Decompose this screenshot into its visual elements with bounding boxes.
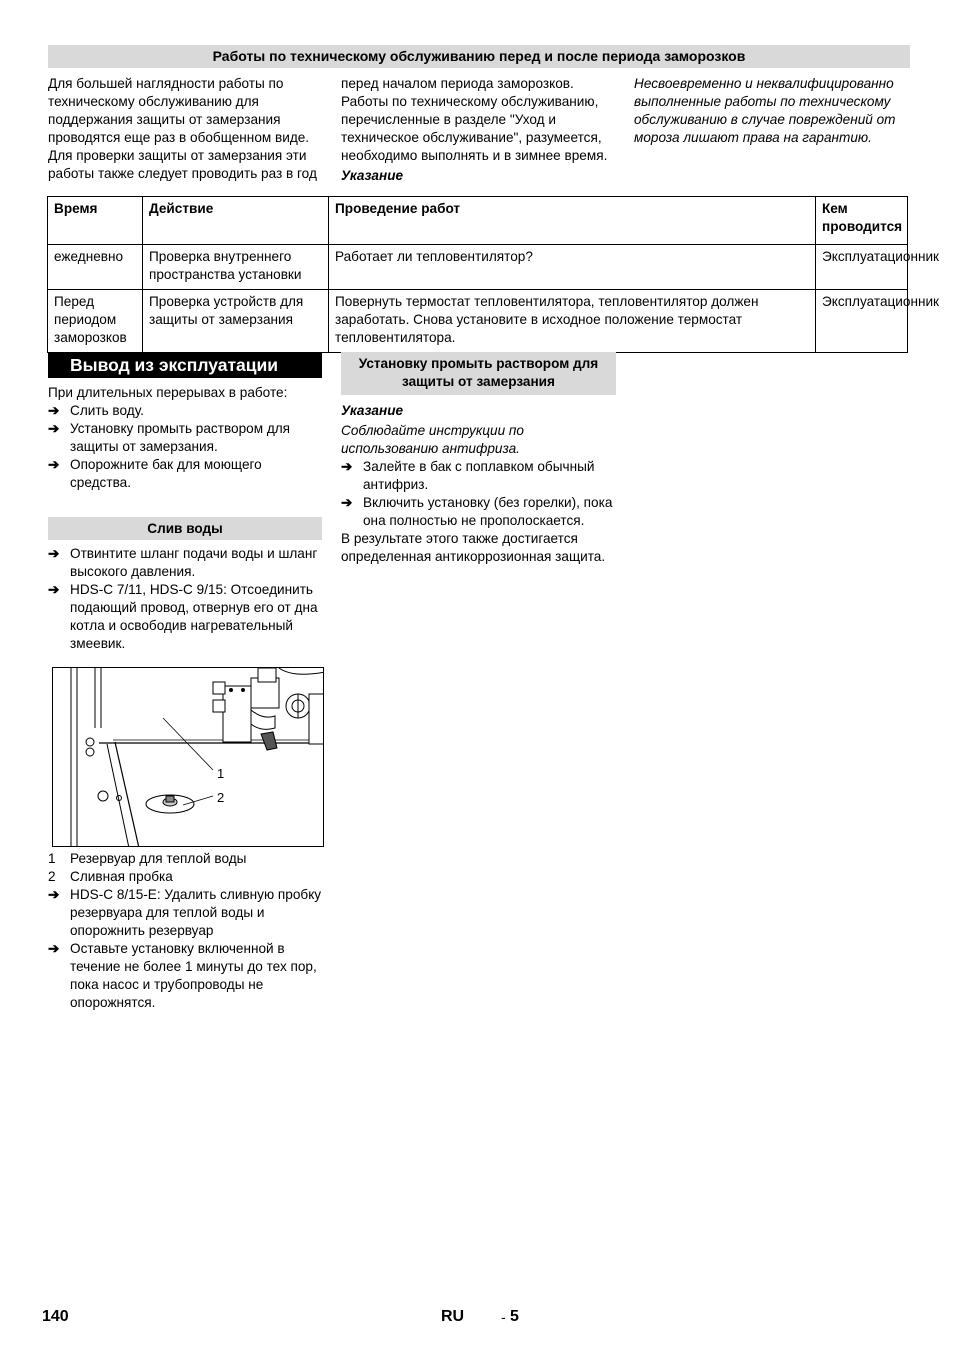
table-row bbox=[48, 290, 908, 353]
table-cell: Повернуть термостат тепловентилятора, тепловентилятор должен заработать. Снова установите в исходное положение термостат тепловентилятора. bbox=[329, 290, 816, 353]
intro-column-3 bbox=[634, 75, 910, 147]
flush-body bbox=[341, 402, 616, 566]
arrow-icon: ➔ bbox=[48, 887, 60, 902]
warranty-note: Несвоевременно и неквалифицированно выполненные работы по техническому обслуживанию в случае повреждений от мороза лишают права на гарантию. bbox=[634, 76, 896, 145]
table-cell: Проверка внутреннего пространства установки bbox=[143, 245, 329, 290]
step-text: Слить воду. bbox=[70, 403, 144, 418]
flush-steps bbox=[341, 458, 616, 530]
drain-figure bbox=[52, 667, 324, 847]
step-text: Оставьте установку включенной в течение не более 1 минуты до тех пор, пока насос и трубопроводы не опорожнятся. bbox=[70, 941, 317, 1010]
arrow-icon: ➔ bbox=[48, 941, 60, 956]
drain-heading: Слив воды bbox=[48, 517, 322, 540]
step-text: Включить установку (без горелки), пока она полностью не прополоскается. bbox=[363, 495, 613, 528]
flush-heading: Установку промыть раствором для защиты от замерзания bbox=[341, 352, 616, 395]
list-item bbox=[48, 420, 322, 456]
section-heading-frost-maintenance: Работы по техническому обслуживанию перед и после периода заморозков bbox=[48, 45, 910, 68]
arrow-icon: ➔ bbox=[48, 421, 60, 436]
step-text: Залейте в бак с поплавком обычный антифриз. bbox=[363, 459, 595, 492]
boiler-tank-illustration bbox=[53, 668, 324, 847]
decommission-body bbox=[48, 384, 322, 492]
table-header: Действие bbox=[143, 197, 329, 245]
legend-text: Сливная пробка bbox=[70, 869, 173, 884]
decommission-heading: Вывод из эксплуатации bbox=[48, 352, 322, 378]
table-cell: Перед периодом заморозков bbox=[48, 290, 143, 353]
list-item bbox=[48, 545, 322, 581]
table-cell: ежедневно bbox=[48, 245, 143, 290]
list-item bbox=[341, 458, 616, 494]
list-item bbox=[48, 402, 322, 420]
list-item bbox=[341, 494, 616, 530]
decommission-steps bbox=[48, 402, 322, 492]
list-item bbox=[48, 886, 322, 940]
table-header-row bbox=[48, 197, 908, 245]
arrow-icon: ➔ bbox=[341, 495, 353, 510]
flush-result: В результате этого также достигается определенная антикоррозионная защита. bbox=[341, 531, 606, 564]
intro-column-1 bbox=[48, 75, 322, 183]
table-header: Кем проводится bbox=[816, 197, 908, 245]
legend-number: 1 bbox=[48, 851, 56, 866]
drain-legend-and-steps bbox=[48, 850, 322, 1012]
decommission-intro: При длительных перерывах в работе: bbox=[48, 385, 288, 400]
step-text: HDS-C 7/11, HDS-C 9/15: Отсоединить подающий провод, отвернув его от дна котла и освободив нагревательный змеевик. bbox=[70, 582, 318, 651]
list-item bbox=[48, 940, 322, 1012]
list-item bbox=[48, 581, 322, 653]
table-cell: Работает ли тепловентилятор? bbox=[329, 245, 816, 290]
step-text: HDS-C 8/15-E: Удалить сливную пробку резервуара для теплой воды и опорожнить резервуар bbox=[70, 887, 322, 938]
drain-steps-2 bbox=[48, 886, 322, 1012]
maintenance-table bbox=[47, 196, 939, 353]
flush-note-label: Указание bbox=[341, 403, 404, 418]
intro-text-2: перед началом периода заморозков. Работы по техническому обслуживанию, перечисленные в разделе "Уход и техническое обслуживание", разумеется, необходимо выполнять и в зимнее время. bbox=[341, 76, 608, 163]
section-number: 5 bbox=[510, 1308, 519, 1325]
table-cell: Проверка устройств для защиты от замерзания bbox=[143, 290, 329, 353]
intro-column-2 bbox=[341, 75, 616, 185]
table-cell: Эксплуатационник bbox=[816, 245, 908, 290]
arrow-icon: ➔ bbox=[48, 546, 60, 561]
arrow-icon: ➔ bbox=[48, 403, 60, 418]
footer-separator: - bbox=[501, 1309, 506, 1325]
arrow-icon: ➔ bbox=[48, 457, 60, 472]
flush-note: Соблюдайте инструкции по использованию антифриза. bbox=[341, 423, 524, 456]
step-text: Опорожните бак для моющего средства. bbox=[70, 457, 262, 490]
legend-number: 2 bbox=[48, 869, 56, 884]
figure-legend bbox=[48, 850, 322, 886]
intro-text-1: Для большей наглядности работы по техническому обслуживанию для поддержания защиты от замерзания проводятся еще раз в обобщенном виде. Для проверки защиты от замерзания эти работы также следует проводить раз в год bbox=[48, 76, 317, 181]
legend-item bbox=[48, 868, 322, 886]
language-code: RU bbox=[441, 1308, 465, 1325]
arrow-icon: ➔ bbox=[48, 582, 60, 597]
page-number: 140 bbox=[42, 1308, 69, 1325]
table-cell: Эксплуатационник bbox=[816, 290, 908, 353]
legend-item bbox=[48, 850, 322, 868]
callout-1: 1 bbox=[217, 766, 225, 781]
list-item bbox=[48, 456, 322, 492]
drain-steps bbox=[48, 545, 322, 653]
table-row bbox=[48, 245, 908, 290]
table-header: Время bbox=[48, 197, 143, 245]
callout-2: 2 bbox=[217, 790, 225, 805]
legend-text: Резервуар для теплой воды bbox=[70, 851, 247, 866]
step-text: Отвинтите шланг подачи воды и шланг высокого давления. bbox=[70, 546, 318, 579]
step-text: Установку промыть раствором для защиты от замерзания. bbox=[70, 421, 291, 454]
table-header: Проведение работ bbox=[329, 197, 816, 245]
drain-body bbox=[48, 545, 322, 653]
note-label: Указание bbox=[341, 168, 404, 183]
arrow-icon: ➔ bbox=[341, 459, 353, 474]
